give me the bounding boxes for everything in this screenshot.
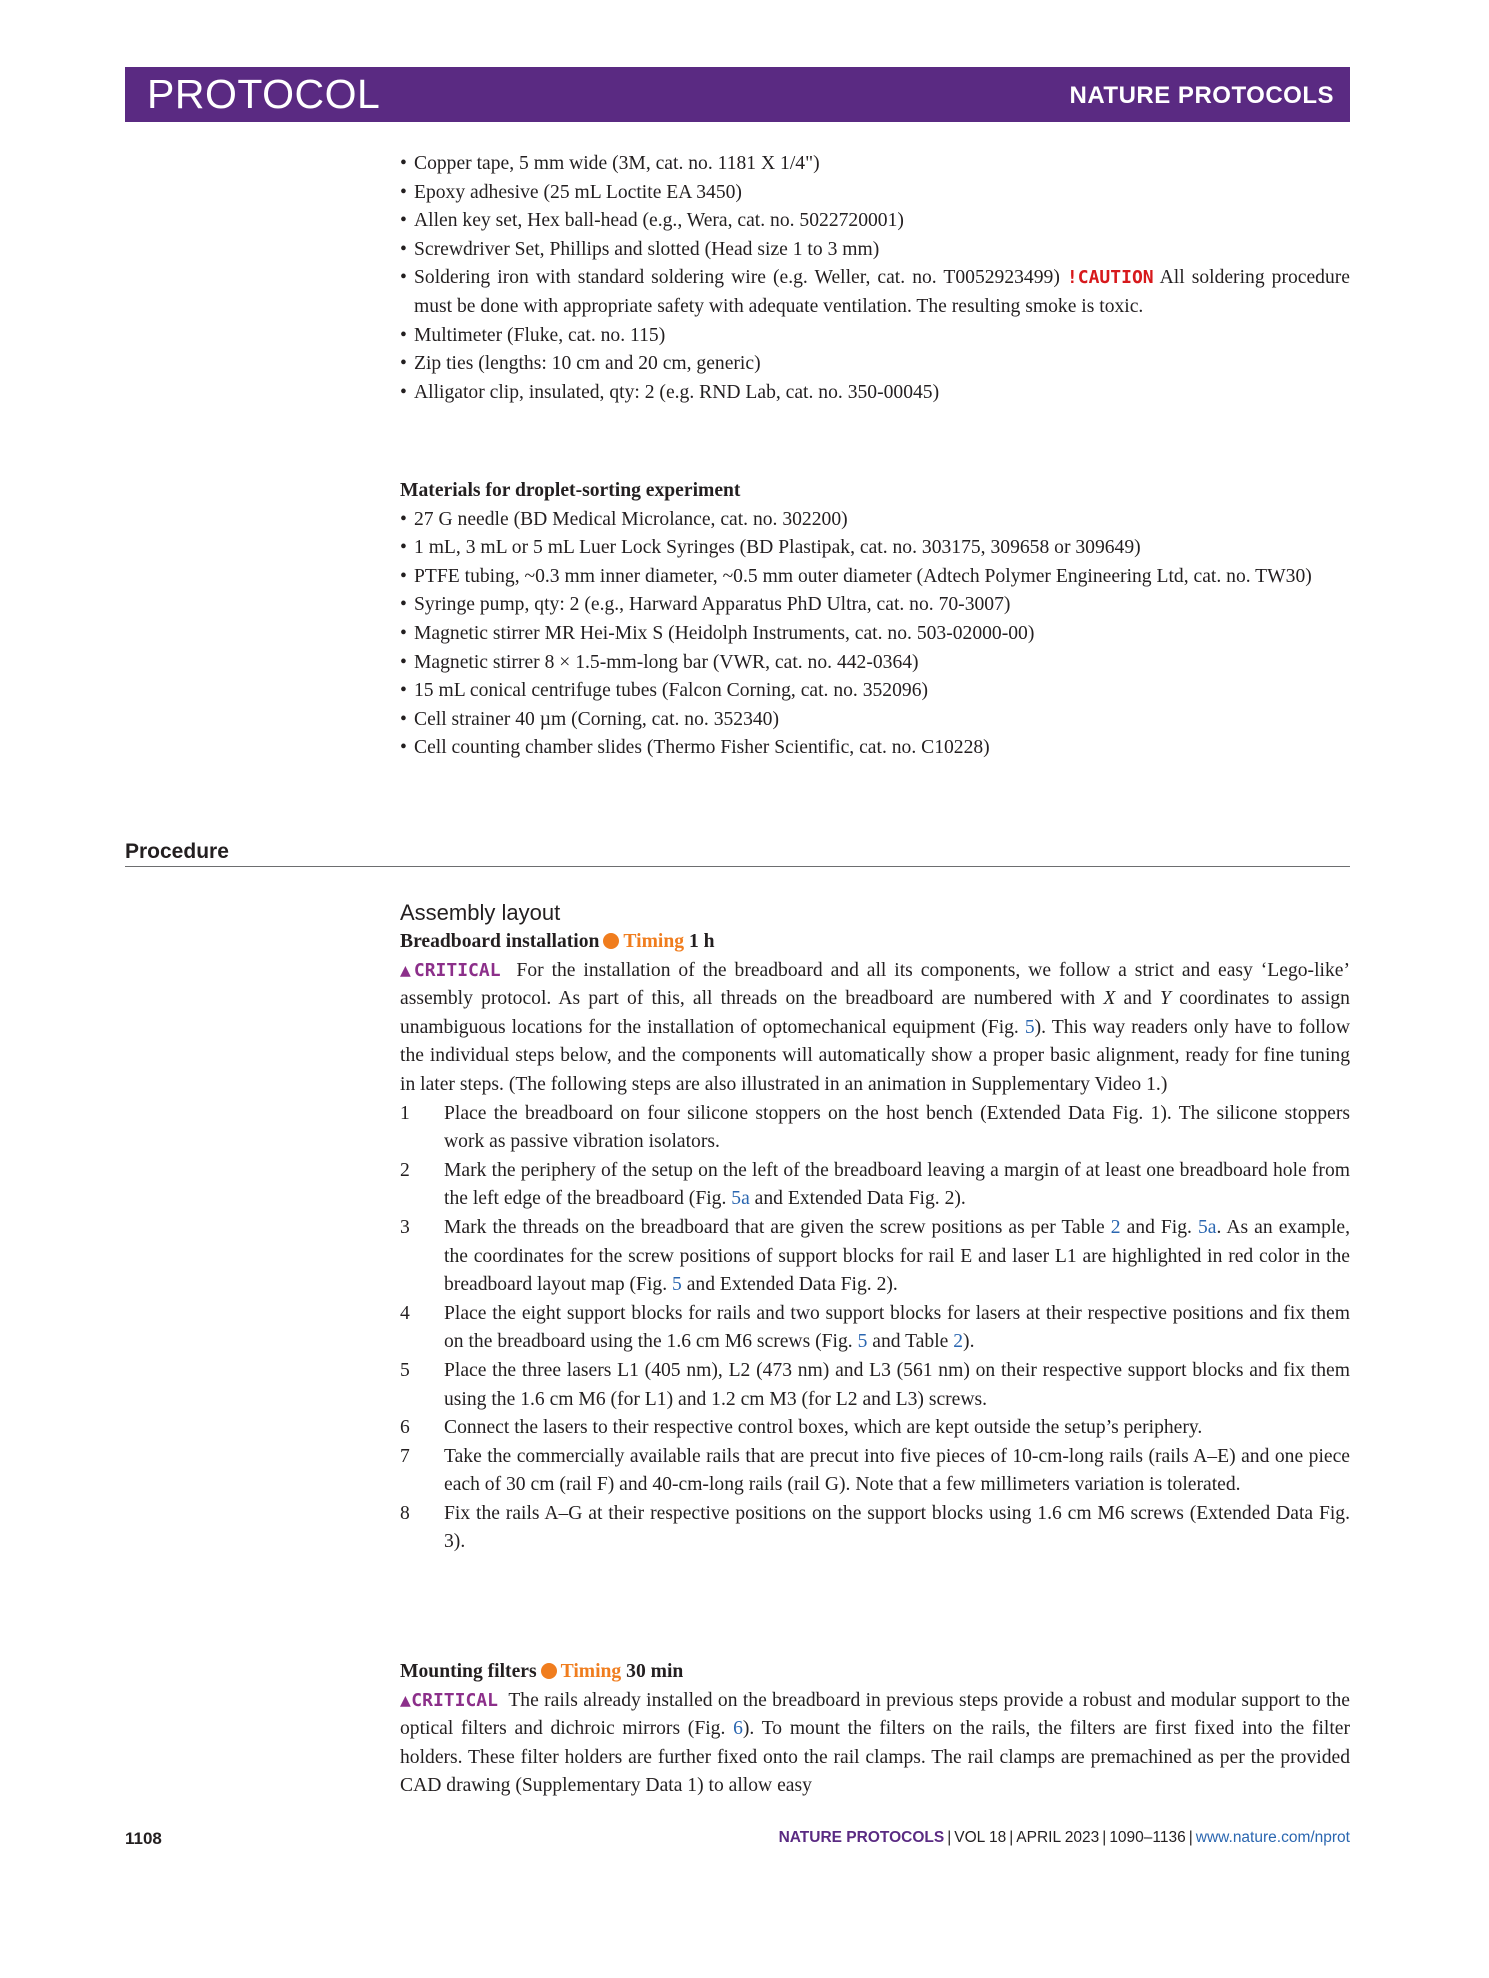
filters-section (400, 1658, 1350, 1801)
section-title: Assembly layout (400, 900, 561, 925)
step-number: 6 (400, 1417, 410, 1439)
list-item: • Screwdriver Set, Phillips and slotted (Head size 1 to 3 mm) (400, 236, 1350, 265)
procedure-divider (125, 866, 1350, 867)
list-item: • Alligator clip, insulated, qty: 2 (e.g. RND Lab, cat. no. 350-00045) (400, 379, 1350, 408)
list-item: • 15 mL conical centrifuge tubes (Falcon Corning, cat. no. 352096) (400, 677, 1350, 706)
list-item: • Multimeter (Fluke, cat. no. 115) (400, 322, 1350, 351)
materials-section (400, 477, 1350, 763)
footer-journal: NATURE PROTOCOLS (778, 1829, 945, 1846)
procedure-step: 6 Connect the lasers to their respective control boxes, which are kept outside the setup’s periphery. (400, 1414, 1350, 1443)
step-number: 1 (400, 1102, 410, 1124)
critical-paragraph: ▲CRITICAL The rails already installed on the breadboard in previous steps provide a robust and modular support to the optical filters and dichroic mirrors (Fig. 6). To mount the filters on the rails, the filters are first fixed into the filter holders. These filter holders are further fixed onto the rail clamps. The rail clamps are premachined as per the provided CAD drawing (Supplementary Data 1) to allow easy (400, 1689, 1350, 1797)
critical-tag: ▲CRITICAL (400, 1689, 498, 1711)
procedure-step: 2 Mark the periphery of the setup on the left of the breadboard leaving a margin of at least one breadboard hole from the left edge of the breadboard (Fig. 5a and Extended Data Fig. 2). (400, 1157, 1350, 1214)
step-number: 3 (400, 1216, 410, 1238)
figure-link[interactable]: 2 (1110, 1216, 1121, 1238)
header-section-label: PROTOCOL (147, 71, 381, 117)
list-item: • Cell strainer 40 µm (Corning, cat. no. 352340) (400, 706, 1350, 735)
header-journal-name: NATURE PROTOCOLS (1069, 82, 1334, 109)
figure-link[interactable]: 2 (953, 1331, 964, 1353)
step-number: 5 (400, 1359, 410, 1381)
list-item: • Epoxy adhesive (25 mL Loctite EA 3450) (400, 179, 1350, 208)
procedure-step: 7 Take the commercially available rails that are precut into five pieces of 10-cm-long rails (rails A–E) and one piece each of 30 cm (rail F) and 40-cm-long rails (rail G). Note that a few millimeters variation is tolerated. (400, 1443, 1350, 1500)
figure-link[interactable]: 6 (733, 1718, 743, 1740)
assembly-section (400, 898, 1350, 1557)
timing-dot-icon (603, 933, 619, 949)
materials-list (400, 506, 1350, 763)
footer-citation: NATURE PROTOCOLS | VOL 18 | APRIL 2023 | 1090–1136 | www.nature.com/nprot (778, 1829, 1350, 1846)
figure-link[interactable]: 5a (1198, 1216, 1217, 1238)
step-number: 7 (400, 1445, 410, 1467)
list-item: • PTFE tubing, ~0.3 mm inner diameter, ~0.5 mm outer diameter (Adtech Polymer Engineering Ltd, cat. no. TW30) (400, 563, 1350, 592)
filters-heading: Mounting filters Timing 30 min (400, 1661, 684, 1682)
materials-heading: Materials for droplet-sorting experiment (400, 480, 741, 501)
caution-tag: !CAUTION (1066, 267, 1154, 289)
list-item: • Copper tape, 5 mm wide (3M, cat. no. 1181 X 1/4") (400, 150, 1350, 179)
procedure-step: 4 Place the eight support blocks for rails and two support blocks for lasers at their respective positions and fix them on the breadboard using the 1.6 cm M6 screws (Fig. 5 and Table 2). (400, 1300, 1350, 1357)
breadboard-heading: Breadboard installation Timing 1 h (400, 931, 715, 952)
list-item: • 1 mL, 3 mL or 5 mL Luer Lock Syringes (BD Plastipak, cat. no. 303175, 309658 or 309649) (400, 534, 1350, 563)
step-number: 2 (400, 1159, 410, 1181)
procedure-step: 1 Place the breadboard on four silicone stoppers on the host bench (Extended Data Fig. 1). The silicone stoppers work as passive vibration isolators. (400, 1100, 1350, 1157)
list-item: • Magnetic stirrer MR Hei-Mix S (Heidolph Instruments, cat. no. 503-02000-00) (400, 620, 1350, 649)
footer-url[interactable]: www.nature.com/nprot (1195, 1829, 1350, 1846)
equipment-list (400, 150, 1350, 407)
list-item: • Syringe pump, qty: 2 (e.g., Harward Apparatus PhD Ultra, cat. no. 70-3007) (400, 591, 1350, 620)
footer-pages: 1090–1136 (1109, 1829, 1186, 1846)
list-item: • Cell counting chamber slides (Thermo Fisher Scientific, cat. no. C10228) (400, 734, 1350, 763)
footer-date: APRIL 2023 (1016, 1829, 1100, 1846)
list-item: • Soldering iron with standard soldering wire (e.g. Weller, cat. no. T0052923499) !CAUTION All soldering procedure must be done with appropriate safety with adequate ventilation. The resulting smoke is toxic. (400, 264, 1350, 321)
figure-link[interactable]: 5 (1024, 1016, 1035, 1038)
figure-link[interactable]: 5 (857, 1331, 868, 1353)
step-number: 4 (400, 1302, 410, 1324)
header-band (125, 67, 1350, 122)
critical-tag: ▲CRITICAL (400, 959, 501, 981)
procedure-heading: Procedure (125, 840, 229, 863)
procedure-step: 3 Mark the threads on the breadboard that are given the screw positions as per Table 2 and Fig. 5a. As an example, the coordinates for the screw positions of support blocks for rail E and laser L1 are highlighted in red color in the breadboard layout map (Fig. 5 and Extended Data Fig. 2). (400, 1214, 1350, 1300)
steps-list (400, 1100, 1350, 1558)
step-number: 8 (400, 1502, 410, 1524)
critical-paragraph: ▲CRITICAL For the installation of the breadboard and all its components, we follow a strict and easy ‘Lego-like’ assembly protocol. As part of this, all threads on the breadboard are numbered with X and Y coordinates to assign unambiguous locations for the installation of optomechanical equipment (Fig. 5). This way readers only have to follow the individual steps below, and the components will automatically show a proper basic alignment, ready for fine tuning in later steps. (The following steps are also illustrated in an animation in Supplementary Video 1.) (400, 959, 1351, 1095)
figure-link[interactable]: 5 (672, 1274, 682, 1296)
procedure-step: 5 Place the three lasers L1 (405 nm), L2 (473 nm) and L3 (561 nm) on their respective support blocks and fix them using the 1.6 cm M6 (for L1) and 1.2 cm M3 (for L2 and L3) screws. (400, 1357, 1350, 1414)
equipment-section (400, 150, 1350, 407)
list-item: • Magnetic stirrer 8 × 1.5-mm-long bar (VWR, cat. no. 442-0364) (400, 649, 1350, 678)
figure-link[interactable]: 5a (731, 1188, 750, 1210)
list-item: • 27 G needle (BD Medical Microlance, cat. no. 302200) (400, 506, 1350, 535)
procedure-step: 8 Fix the rails A–G at their respective positions on the support blocks using 1.6 cm M6 screws (Extended Data Fig. 3). (400, 1500, 1350, 1557)
footer-volume: VOL 18 (954, 1829, 1007, 1846)
timing-dot-icon (541, 1663, 557, 1679)
page-number: 1108 (125, 1829, 162, 1848)
list-item: • Zip ties (lengths: 10 cm and 20 cm, generic) (400, 350, 1350, 379)
list-item: • Allen key set, Hex ball-head (e.g., Wera, cat. no. 5022720001) (400, 207, 1350, 236)
